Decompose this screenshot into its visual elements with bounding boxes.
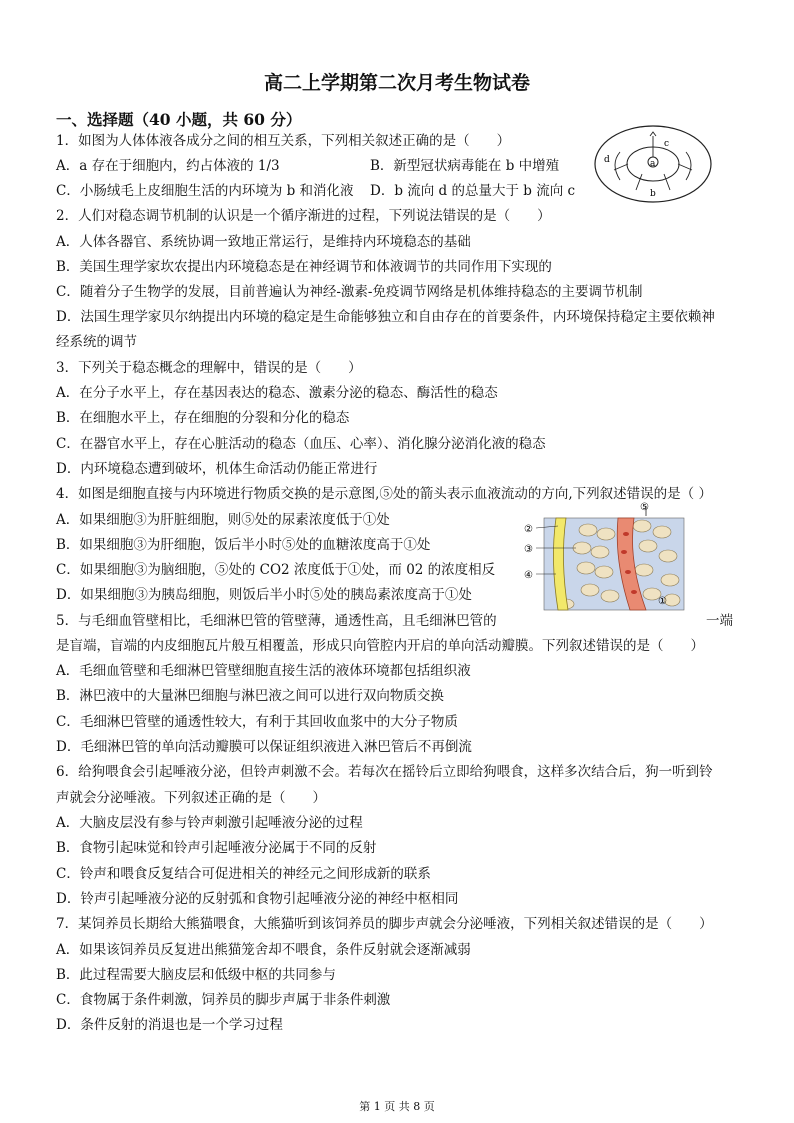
q5-option-c: C．毛细淋巴管壁的通透性较大，有利于其回收血浆中的大分子物质 bbox=[56, 714, 458, 730]
q2-option-c: C．随着分子生物学的发展，目前普遍认为神经-激素-免疫调节网络是机体维持稳态的主要调节机制 bbox=[56, 284, 643, 300]
q7-stem: 7．某饲养员长期给大熊猫喂食，大熊猫听到该饲养员的脚步声就会分泌唾液，下列相关叙述错误的是（ ） bbox=[56, 916, 713, 932]
q6-option-a: A．大脑皮层没有参与铃声刺激引起唾液分泌的过程 bbox=[56, 815, 363, 831]
tissue-exchange-diagram bbox=[522, 500, 694, 612]
q4-option-d: D．如果细胞③为胰岛细胞，则饭后半小时⑤处的胰岛素浓度高于①处 bbox=[56, 587, 472, 603]
fig2-label-1: ① bbox=[658, 596, 667, 607]
q5-stem: 5．与毛细血管壁相比，毛细淋巴管的管壁薄，通透性高，且毛细淋巴管的 bbox=[56, 613, 497, 629]
q5-stem-end: 一端 bbox=[706, 613, 733, 629]
q6-stem-cont: 声就会分泌唾液。下列叙述正确的是（ ） bbox=[56, 790, 326, 806]
q1-option-b: B．新型冠状病毒能在 b 中增殖 bbox=[370, 158, 560, 174]
q4-stem: 4．如图是细胞直接与内环境进行物质交换的是示意图,⑤处的箭头表示血液流动的方向,下列叙述错误的是（ ） bbox=[56, 486, 712, 502]
q7-option-c: C．食物属于条件刺激，饲养员的脚步声属于非条件刺激 bbox=[56, 992, 391, 1008]
q5-option-b: B．淋巴液中的大量淋巴细胞与淋巴液之间可以进行双向物质交换 bbox=[56, 688, 444, 704]
q2-option-d: D．法国生理学家贝尔纳提出内环境的稳定是生命能够独立和自由存在的首要条件，内环境保持稳定主要依赖神 bbox=[56, 309, 715, 325]
q5-option-a: A．毛细血管壁和毛细淋巴管壁细胞直接生活的液体环境都包括组织液 bbox=[56, 663, 471, 679]
q1-option-c: C．小肠绒毛上皮细胞生活的内环境为 b 和消化液 bbox=[56, 183, 354, 199]
q5-option-d: D．毛细淋巴管的单向活动瓣膜可以保证组织液进入淋巴管后不再倒流 bbox=[56, 739, 472, 755]
page-title: 高二上学期第二次月考生物试卷 bbox=[263, 72, 530, 94]
section-heading: 一、选择题（40 小题，共 60 分） bbox=[56, 110, 302, 129]
q6-option-d: D．铃声引起唾液分泌的反射弧和食物引起唾液分泌的神经中枢相同 bbox=[56, 891, 459, 907]
fig2-label-5: ⑤ bbox=[640, 502, 649, 513]
q6-stem: 6．给狗喂食会引起唾液分泌，但铃声刺激不会。若每次在摇铃后立即给狗喂食，这样多次结合后，狗一听到铃 bbox=[56, 764, 713, 780]
fig2-label-2: ② bbox=[524, 524, 533, 535]
fig2-label-3: ③ bbox=[524, 544, 533, 555]
fig1-label-d: d bbox=[604, 155, 610, 165]
q3-option-a: A．在分子水平上，存在基因表达的稳态、激素分泌的稳态、酶活性的稳态 bbox=[56, 385, 498, 401]
q1-option-a: A．a 存在于细胞内，约占体液的 1/3 bbox=[56, 158, 280, 174]
body-fluid-diagram bbox=[592, 122, 714, 206]
q7-option-d: D．条件反射的消退也是一个学习过程 bbox=[56, 1017, 283, 1033]
q7-option-b: B．此过程需要大脑皮层和低级中枢的共同参与 bbox=[56, 967, 336, 983]
q7-option-a: A．如果该饲养员反复进出熊猫笼舍却不喂食，条件反射就会逐渐减弱 bbox=[56, 942, 471, 958]
fig1-label-b: b bbox=[650, 189, 656, 199]
q6-option-c: C．铃声和喂食反复结合可促进相关的神经元之间形成新的联系 bbox=[56, 866, 431, 882]
q6-option-b: B．食物引起味觉和铃声引起唾液分泌属于不同的反射 bbox=[56, 840, 377, 856]
fig2-label-4: ④ bbox=[524, 570, 533, 581]
q3-option-c: C．在器官水平上，存在心脏活动的稳态（血压、心率）、消化腺分泌消化液的稳态 bbox=[56, 436, 546, 452]
q4-option-a: A．如果细胞③为肝脏细胞，则⑤处的尿素浓度低于①处 bbox=[56, 512, 390, 528]
q1-stem: 1．如图为人体体液各成分之间的相互关系，下列相关叙述正确的是（ ） bbox=[56, 133, 511, 149]
q3-stem: 3．下列关于稳态概念的理解中，错误的是（ ） bbox=[56, 360, 362, 376]
q2-option-d-cont: 经系统的调节 bbox=[56, 334, 137, 350]
q2-option-a: A．人体各器官、系统协调一致地正常运行，是维持内环境稳态的基础 bbox=[56, 234, 471, 250]
q4-option-c: C．如果细胞③为脑细胞，⑤处的 CO2 浓度低于①处，而 02 的浓度相反 bbox=[56, 562, 496, 578]
fig1-label-c: c bbox=[664, 139, 670, 149]
q4-option-b: B．如果细胞③为肝细胞，饭后半小时⑤处的血糖浓度高于①处 bbox=[56, 537, 431, 553]
fig1-label-a: a bbox=[650, 159, 656, 169]
q3-option-d: D．内环境稳态遭到破坏，机体生命活动仍能正常进行 bbox=[56, 461, 378, 477]
q2-stem: 2．人们对稳态调节机制的认识是一个循序渐进的过程，下列说法错误的是（ ） bbox=[56, 208, 551, 224]
q1-option-d: D．b 流向 d 的总量大于 b 流向 c bbox=[370, 183, 576, 199]
page-footer: 第 1 页 共 8 页 bbox=[359, 1100, 435, 1113]
q2-option-b: B．美国生理学家坎农提出内环境稳态是在神经调节和体液调节的共同作用下实现的 bbox=[56, 259, 552, 275]
q5-stem-cont: 是盲端，盲端的内皮细胞瓦片般互相覆盖，形成只向管腔内开启的单向活动瓣膜。下列叙述错误的是（ ） bbox=[56, 638, 704, 654]
q3-option-b: B．在细胞水平上，存在细胞的分裂和分化的稳态 bbox=[56, 410, 350, 426]
